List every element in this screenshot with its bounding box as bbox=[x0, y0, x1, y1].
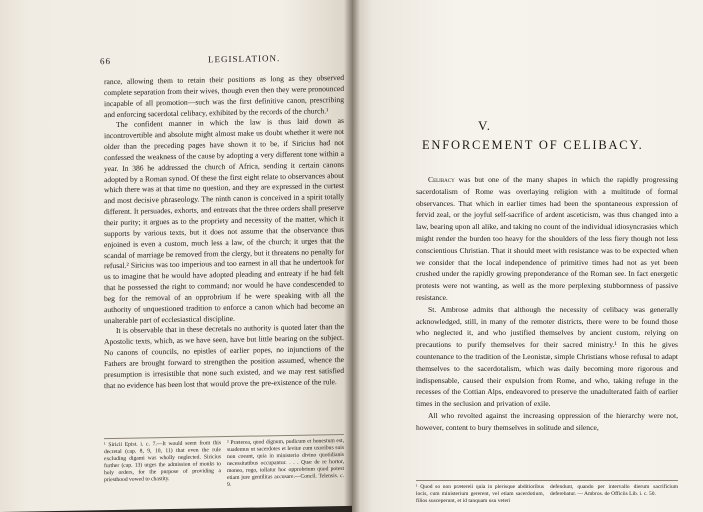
paragraph bbox=[416, 174, 678, 304]
left-body-text bbox=[104, 73, 344, 392]
paragraph: The confident manner in which the law is thus laid down as incontrovertible and absolute might almost make us doubt whether it were not older than the preceding pages have shown it to be, if Siricius had not confessed the weakness of the cause by adopting a very different tone within a year. In 386 he addressed the church of Africa, sending it certain canons adopted by a Roman synod. Of these the first eight relate to observances about which there was at that time no question, and they are expressed in the curtest and most decisive phraseology. The ninth canon is conceived in a spirit totally different. It persuades, exhorts, and entreats that the three orders shall preserve their purity; it argues as to the propriety and necessity of the matter, which it supports by various texts, but it does not assume that the observance thus enjoined is even a custom, much less a law, of the church; it urges that the scandal of marriage be removed from the clergy, but it threatens no penalty for refusal.² Siricius was too imperious and too earnest in all that he undertook for us to imagine that he would have adopted pleading and entreaty if he had felt that he possessed the right to command; nor would he have condescended to beg for the removal of an opprobrium if he were speaking with all the authority of unquestioned tradition to enforce a canon which had become an unalterable part of ecclesiastical discipline. bbox=[104, 116, 344, 325]
paragraph: rance, allowing them to retain their positions as long as they observed complete separation from their wives, though even then they were pronounced incapable of all promotion—such was the first definitive canon, prescribing and enforcing sacerdotal celibacy, exhibited by the records of the church.¹ bbox=[104, 72, 344, 119]
left-footnotes bbox=[104, 434, 344, 491]
page-number: 66 bbox=[100, 56, 111, 67]
running-head-title: LEGISLATION. bbox=[208, 53, 281, 65]
footnote: ² Præterea, quod dignum, pudicum et honestum est, suademus ut sacerdotes et levitæ cum uxoribus suis non coeant, quia in ministerio divino quotidianis necessitatibus occupantur. . . . Quæ de re hortor, moneo, rogo, tollatur hoc opprobrium quod potest etiam jure gentilitas accusare.—Concil. Telensis. c. 9. bbox=[227, 437, 344, 489]
footnote: ¹ Quod so non prætereii quia in plerisque abditioribus locis, cum ministerium gererent, vel etiam sacerdotium, filios susceperunt, et id tanquam usu veteri bbox=[416, 484, 544, 504]
right-footnotes bbox=[416, 480, 678, 504]
paragraph: St. Ambrose admits that although the necessity of celibacy was generally acknowledged, still, in many of the remoter districts, there were to be found those who neglected it, and who justified themselves by ancient custom, relying on precautions to purify themselves for their sacred ministry.¹ In this he gives countenance to the tradition of the Leonistæ, simple Christians whose refusal to adapt themselves to the sacerdotalism, which was daily becoming more rigorous and indispensable, caused their expulsion from Rome, and who, taking refuge in the recesses of the Cottian Alps, endeavored to preserve the unadulterated faith of earlier times in the seclusion and privation of exile. bbox=[416, 304, 678, 409]
footnote: ¹ Siricii Epist. i. c. 7.—It would seem from this decretal (cap. 8, 9, 10, 11) that even the rule excluding digami was wholly neglected. Siricius further (cap. 13) urges the admission of monks to holy orders, for the purpose of providing a priesthood vowed to chastity. bbox=[104, 440, 221, 484]
paragraph: All who revolted against the increasing oppression of the hierarchy were not, however, content to bury themselves in solitude and silence, bbox=[416, 410, 678, 432]
book-gutter bbox=[344, 0, 360, 512]
footnote: defendunt, quando per intervallo dierum sacrificium deferebatur. — Ambros. de Officiis Lib. i. c. 50. bbox=[550, 484, 678, 497]
paragraph: It is observable that in these decretals no authority is quoted later than the Apostolic texts, which, as we have seen, have but little bearing on the subject. No canons of councils, no epistles of earlier popes, no injunctions of the Fathers are brought forward to strengthen the position assumed, whence the presumption is irresistible that none such existed, and we may rest satisfied that no evidence has been lost that would prove the pre-existence of the rule. bbox=[104, 322, 344, 390]
first-word: Celibacy bbox=[428, 175, 455, 184]
paragraph-text: was but one of the many shapes in which the rapidly progressing sacerdotalism of Rome was overlaying religion with a multitude of formal observances. That which in earlier times had been the spontaneous expression of fervid zeal, or the joyful self-sacrifice of ardent asceticism, was thus changed into a law, bearing upon all alike, and taking no count of the individual idiosyncrasies which might render the burden too heavy for the shoulders of the less fiery though not less conscientious Christian. That it should meet with resistance was to be expected when we consider that the local independence of primitive times had not as yet been crushed under the rapidly growing preponderance of the Roman see. In fact energetic protests were not wanting, as well as the more perplexing stubbornness of passive resistance. bbox=[416, 175, 678, 302]
chapter-title: ENFORCEMENT OF CELIBACY. bbox=[422, 138, 644, 152]
chapter-number: V. bbox=[478, 118, 491, 133]
right-body-text bbox=[416, 174, 678, 434]
running-head bbox=[100, 52, 350, 67]
